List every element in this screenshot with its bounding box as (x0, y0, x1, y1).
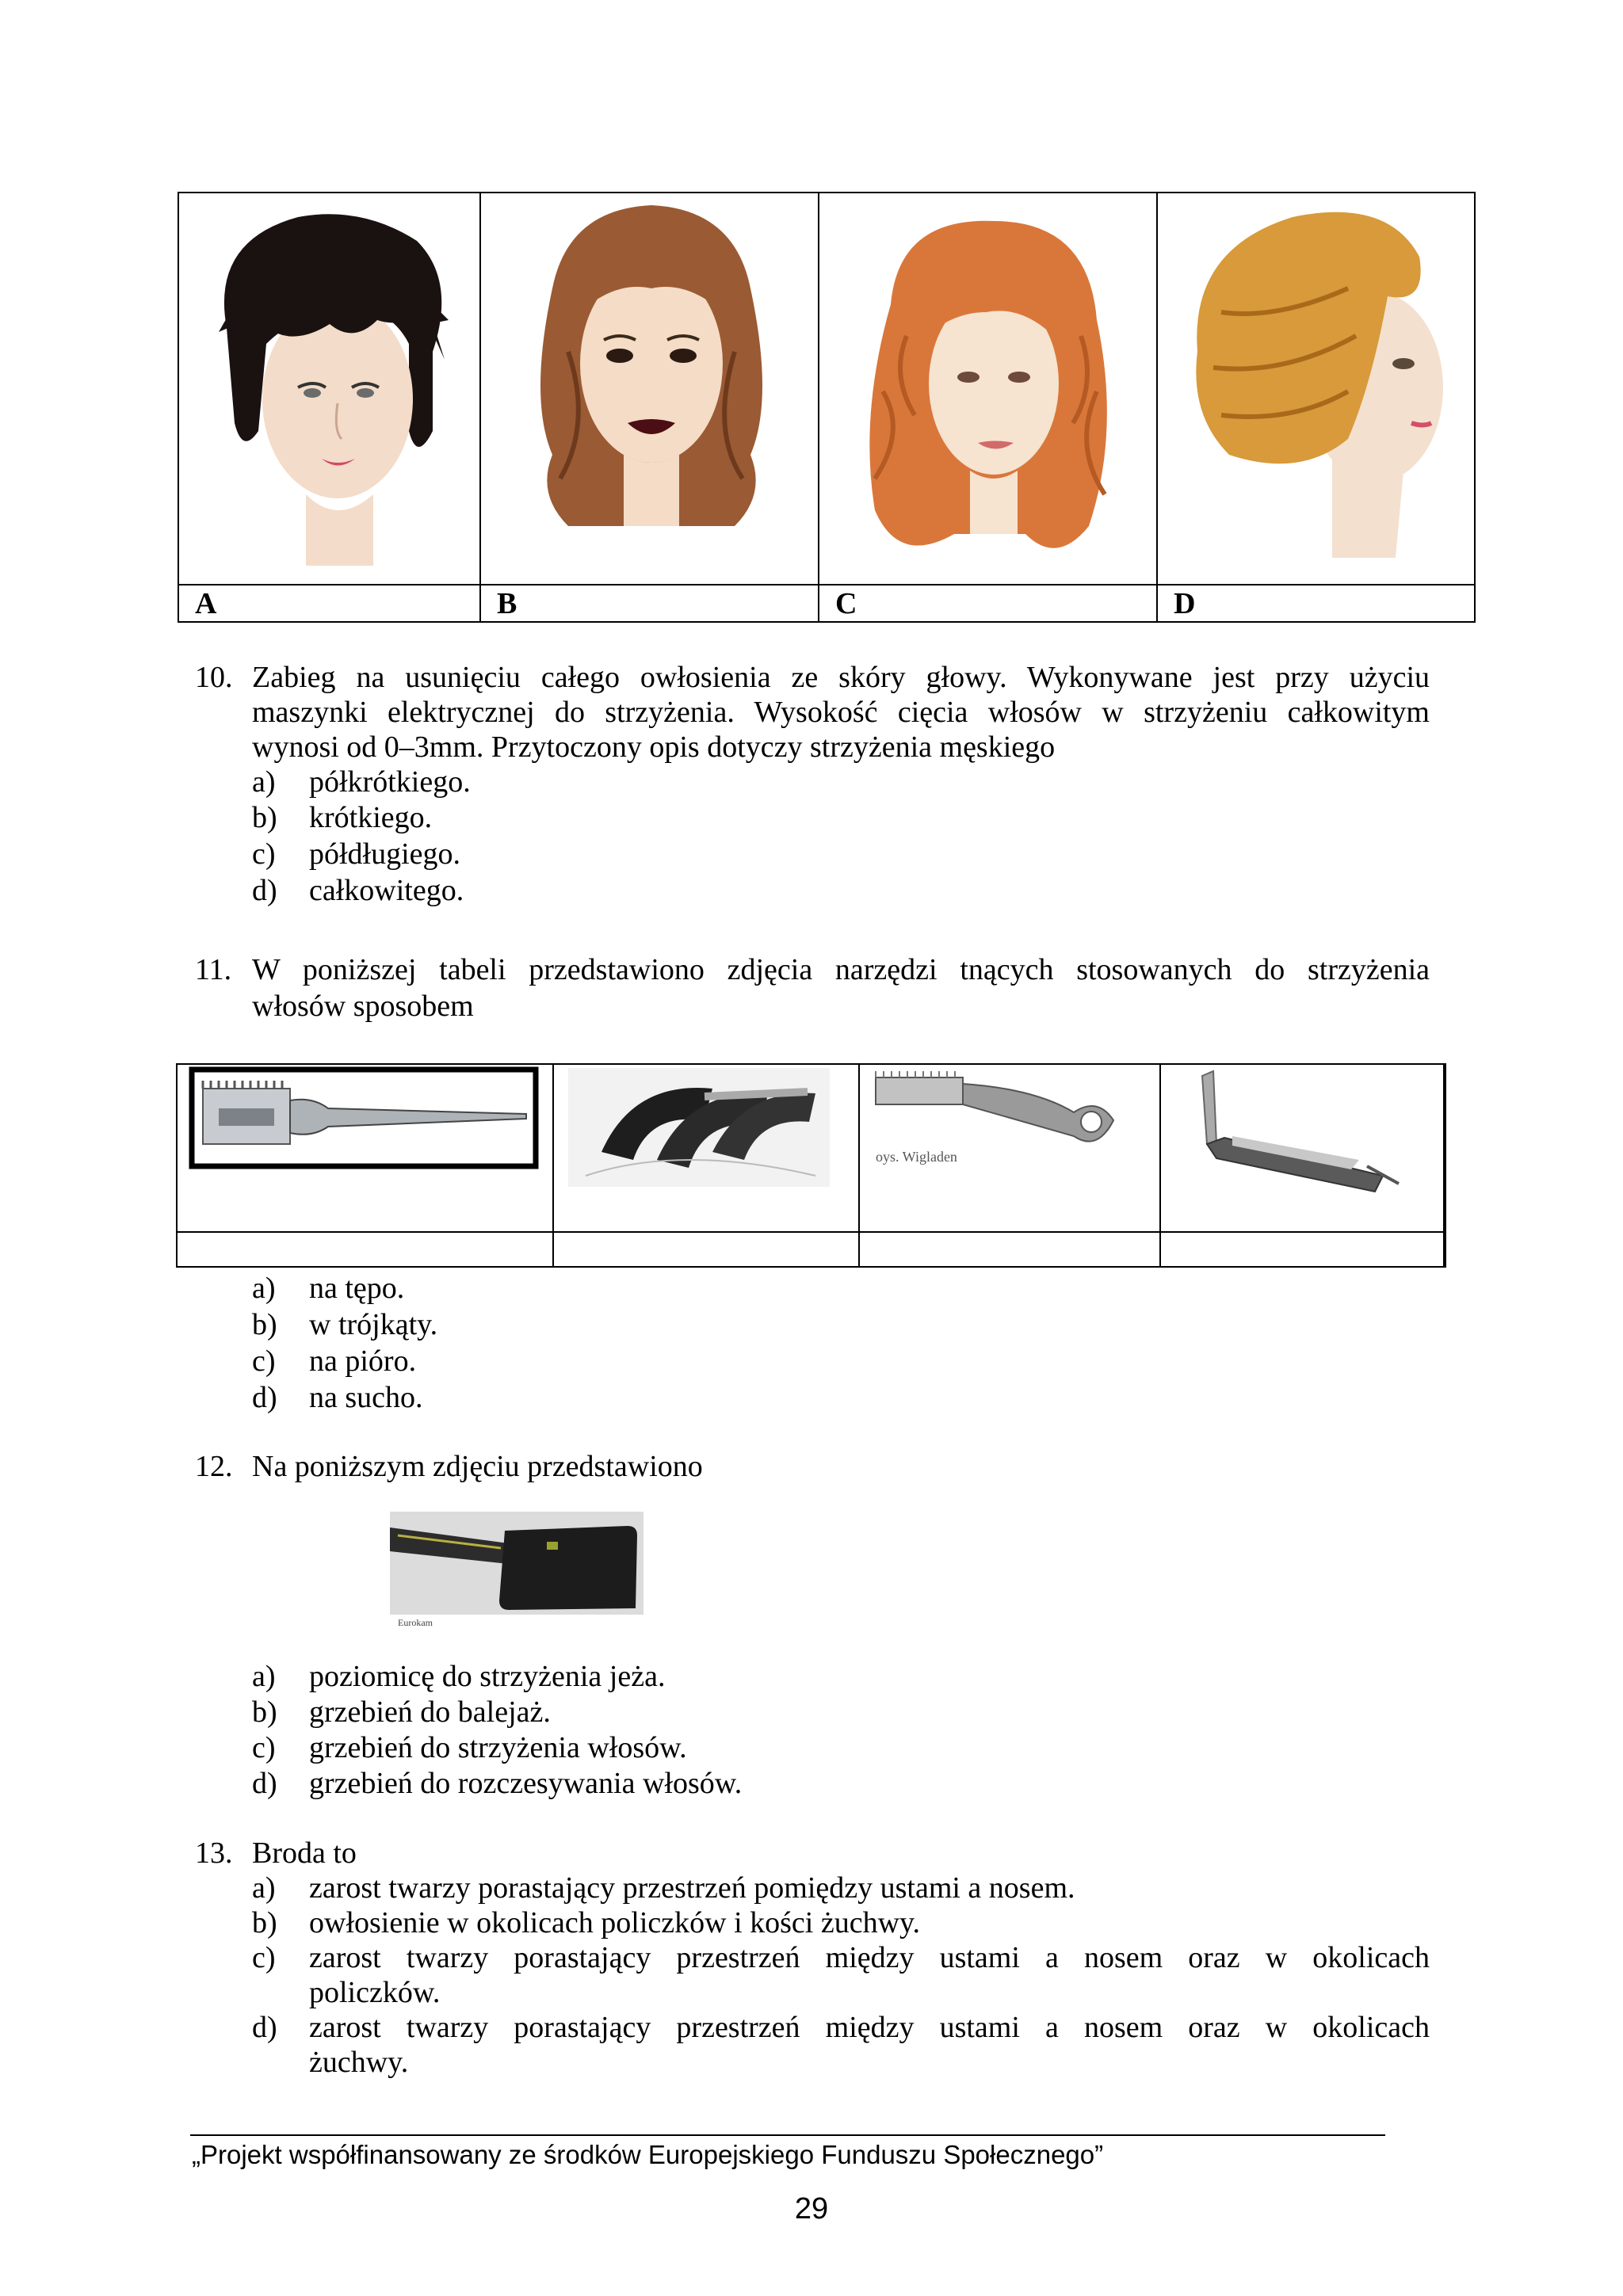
q10-option-c-text: półdługiego. (309, 837, 461, 871)
tool-label-cell-1 (178, 1231, 554, 1266)
q12-option-b-text: grzebień do balejaż. (309, 1695, 551, 1729)
q11-option-d-letter: d) (252, 1381, 277, 1414)
straight-razor-image (1161, 1065, 1445, 1231)
q11-option-b-text: w trójkąty. (309, 1308, 438, 1341)
q13-option-b-letter: b) (252, 1906, 277, 1939)
hairstyle-table (178, 192, 1476, 623)
question-12-number: 12. (195, 1450, 233, 1483)
q12-option-a-letter: a) (252, 1660, 276, 1693)
hairstyle-label-a: A (179, 584, 481, 623)
hairstyle-d-image (1158, 193, 1474, 584)
q12-option-c-letter: c) (252, 1731, 276, 1764)
q10-option-d-letter: d) (252, 874, 277, 907)
question-10-line-2: maszynki elektrycznej do strzyżenia. Wysokość cięcia włosów w strzyżeniu całkowitym (252, 696, 1430, 729)
tool-label-cell-4 (1161, 1231, 1445, 1266)
q12-option-b-letter: b) (252, 1695, 277, 1729)
q13-option-b-text: owłosienie w okolicach policzków i kości żuchwy. (309, 1906, 921, 1939)
hair-clips-image (554, 1065, 860, 1231)
q12-option-c-text: grzebień do strzyżenia włosów. (309, 1731, 687, 1764)
cutting-tools-table (176, 1063, 1446, 1268)
q11-option-b-letter: b) (252, 1308, 277, 1341)
question-11-line-1: W poniższej tabeli przedstawiono zdjęcia narzędzi tnących stosowanych do strzyżenia (252, 953, 1430, 986)
q11-option-c-text: na pióro. (309, 1344, 417, 1378)
question-10-line-3: wynosi od 0–3mm. Przytoczony opis dotyczy strzyżenia męskiego (252, 730, 1056, 764)
level-comb-caption: Eurokam (398, 1617, 433, 1628)
q13-option-c-letter: c) (252, 1941, 276, 1974)
question-11-number: 11. (195, 953, 232, 986)
question-11-line-2: włosów sposobem (252, 990, 474, 1023)
q13-option-c-text-line-1: zarost twarzy porastający przestrzeń między ustami a nosem oraz w okolicach (309, 1941, 1430, 1974)
question-10-line-1: Zabieg na usunięciu całego owłosienia ze skóry głowy. Wykonywane jest przy użyciu (252, 661, 1430, 694)
q11-option-a-letter: a) (252, 1272, 276, 1305)
q10-option-b-text: krótkiego. (309, 801, 433, 834)
q12-option-d-text: grzebień do rozczesywania włosów. (309, 1767, 743, 1800)
razor-comb-image (178, 1065, 554, 1231)
q13-option-c-text-line-2: policzków. (309, 1976, 441, 2009)
q11-option-c-letter: c) (252, 1344, 276, 1378)
q12-option-a-text: poziomicę do strzyżenia jeża. (309, 1660, 666, 1693)
q10-option-d-text: całkowitego. (309, 874, 464, 907)
q10-option-b-letter: b) (252, 801, 277, 834)
footer-divider (190, 2134, 1385, 2136)
q11-option-d-text: na sucho. (309, 1381, 423, 1414)
page-number: 29 (794, 2192, 829, 2225)
q11-option-a-text: na tępo. (309, 1272, 405, 1305)
thinning-razor-caption: oys. Wigladen (876, 1149, 957, 1165)
thinning-razor-image (860, 1065, 1161, 1231)
question-10-number: 10. (195, 661, 233, 694)
hairstyle-a-image (179, 193, 481, 584)
q13-option-a-letter: a) (252, 1871, 276, 1905)
q10-option-a-letter: a) (252, 765, 276, 799)
level-comb-image (390, 1512, 643, 1630)
q13-option-d-text-line-1: zarost twarzy porastający przestrzeń między ustami a nosem oraz w okolicach (309, 2011, 1430, 2044)
q12-option-d-letter: d) (252, 1767, 277, 1800)
q10-option-c-letter: c) (252, 837, 276, 871)
q13-option-d-text-line-2: żuchwy. (309, 2046, 409, 2079)
hairstyle-c-image (819, 193, 1158, 584)
question-12-text: Na poniższym zdjęciu przedstawiono (252, 1450, 703, 1483)
hairstyle-label-c: C (819, 584, 1158, 623)
tool-label-cell-2 (554, 1231, 860, 1266)
question-13-number: 13. (195, 1836, 233, 1870)
footer-project-note: „Projekt współfinansowany ze środków Europejskiego Funduszu Społecznego” (192, 2140, 1104, 2169)
q13-option-d-letter: d) (252, 2011, 277, 2044)
q13-option-a-text: zarost twarzy porastający przestrzeń pomiędzy ustami a nosem. (309, 1871, 1075, 1905)
question-13-text: Broda to (252, 1836, 357, 1870)
hairstyle-label-d: D (1158, 584, 1474, 623)
hairstyle-b-image (481, 193, 819, 584)
hairstyle-label-b: B (481, 584, 819, 623)
tool-label-cell-3 (860, 1231, 1161, 1266)
q10-option-a-text: półkrótkiego. (309, 765, 471, 799)
